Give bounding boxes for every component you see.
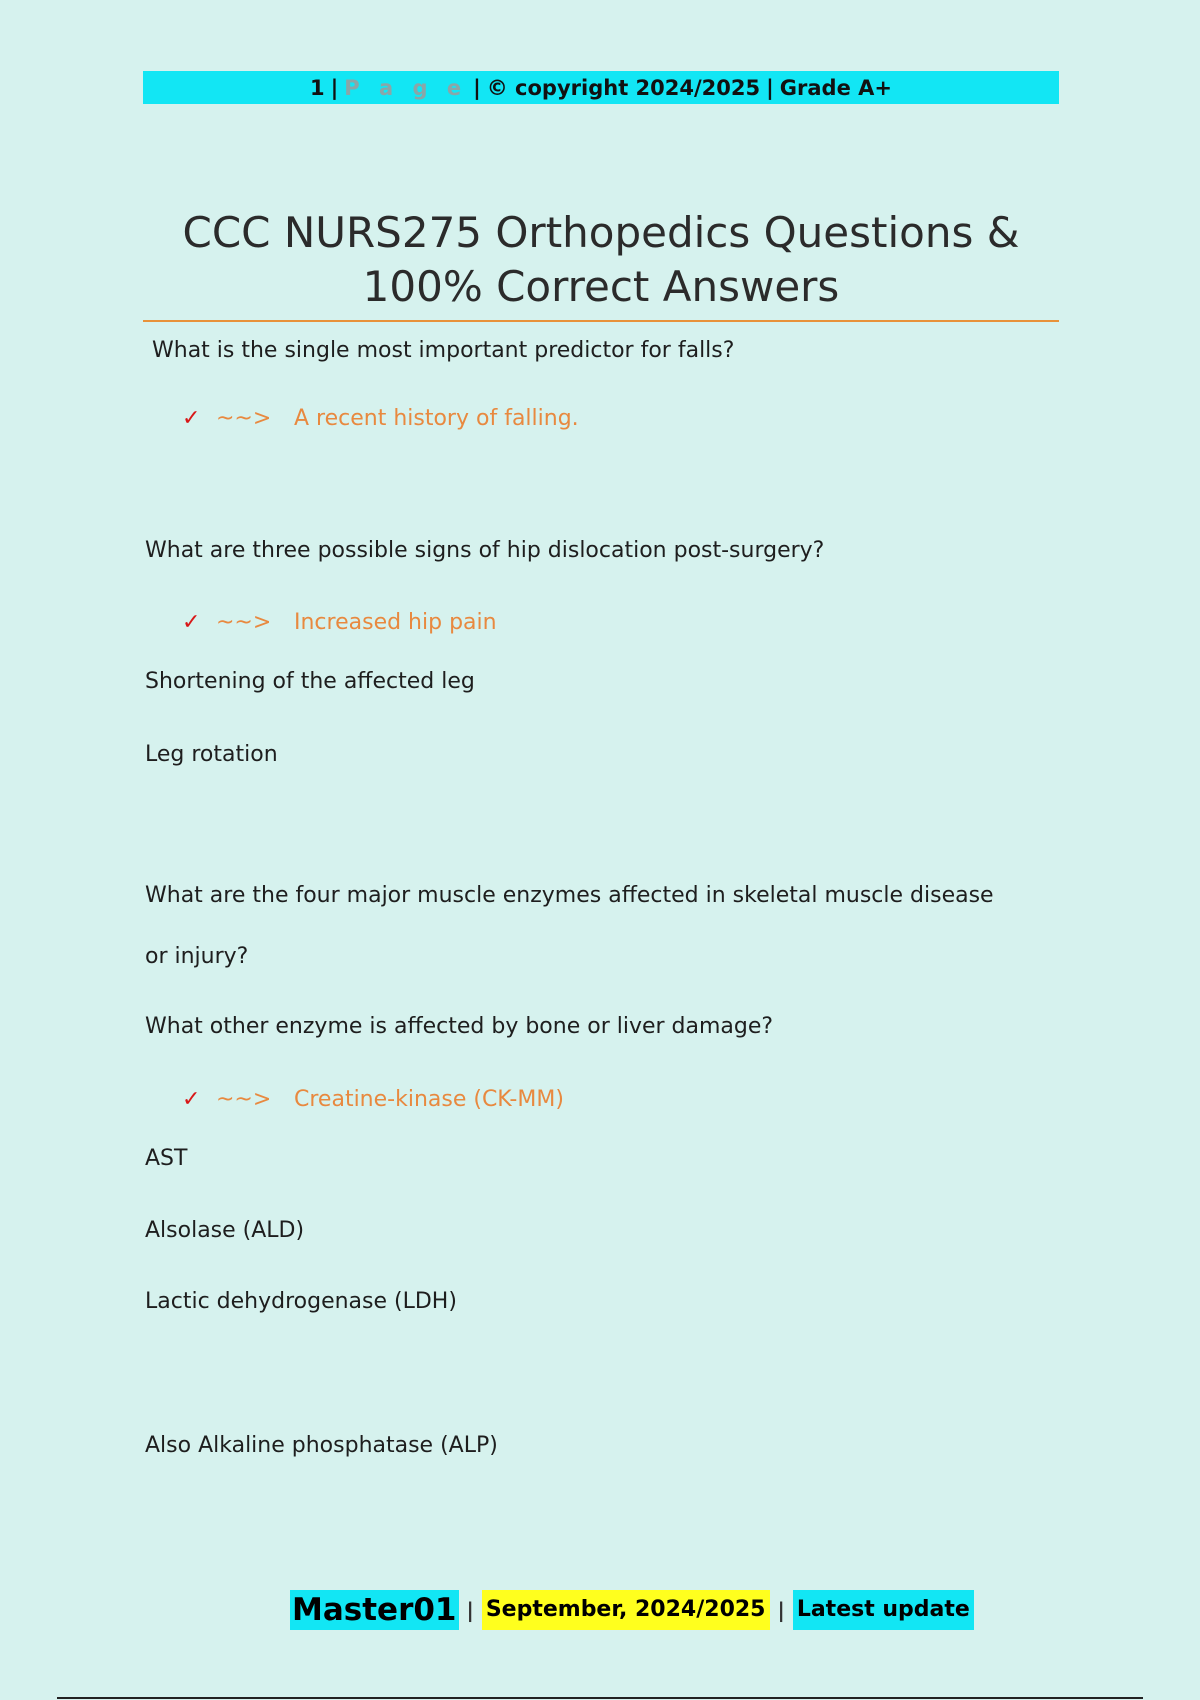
footer-latest-update: Latest update [793,1590,974,1630]
answer-3-line-2: AST [145,1146,188,1171]
title-line-2: 100% Correct Answers [362,262,840,311]
title-line-1: CCC NURS275 Orthopedics Questions & [182,208,1020,257]
arrow-icon: ~~> [216,610,272,635]
page-bottom-rule [57,1697,1143,1699]
check-icon: ✓ [182,1087,201,1112]
answer-3-text: Creatine-kinase (CK-MM) [294,1087,564,1112]
answer-2-line-2: Shortening of the affected leg [145,669,475,694]
arrow-icon: ~~> [216,406,272,431]
answer-2-text: Increased hip pain [294,610,497,635]
document-title [143,206,1059,314]
question-3-line-3: What other enzyme is affected by bone or liver damage? [145,1014,774,1039]
title-underline [143,320,1059,322]
answer-3 [182,1085,564,1115]
page-header-bar [143,71,1059,104]
answer-3-line-3: Alsolase (ALD) [145,1218,305,1243]
check-icon: ✓ [182,610,201,635]
question-2: What are three possible signs of hip dislocation post-surgery? [145,538,825,563]
header-separator: | [766,75,774,100]
brand-label: Master01 [292,1592,457,1628]
copyright-text: © copyright 2024/2025 [486,75,761,100]
answer-3-line-5: Also Alkaline phosphatase (ALP) [145,1433,498,1458]
arrow-icon: ~~> [216,1087,272,1112]
page-number: 1 [310,75,325,100]
page-word: P a g e [344,75,468,100]
answer-3-line-4: Lactic dehydrogenase (LDH) [145,1289,457,1314]
answer-2-line-3: Leg rotation [145,742,278,767]
page-footer [290,1590,974,1630]
answer-1 [182,404,579,434]
footer-date: September, 2024/2025 [482,1590,770,1630]
footer-separator: | [466,1598,474,1622]
question-3-line-1: What are the four major muscle enzymes affected in skeletal muscle disease [145,883,994,908]
check-icon: ✓ [182,406,201,431]
question-3-line-2: or injury? [145,944,249,969]
header-separator: | [473,75,481,100]
question-1: What is the single most important predictor for falls? [152,338,735,363]
header-separator: | [330,75,339,100]
answer-1-text: A recent history of falling. [294,406,579,431]
answer-2 [182,608,497,638]
footer-separator: | [777,1598,785,1622]
grade-text: Grade A+ [779,75,892,100]
